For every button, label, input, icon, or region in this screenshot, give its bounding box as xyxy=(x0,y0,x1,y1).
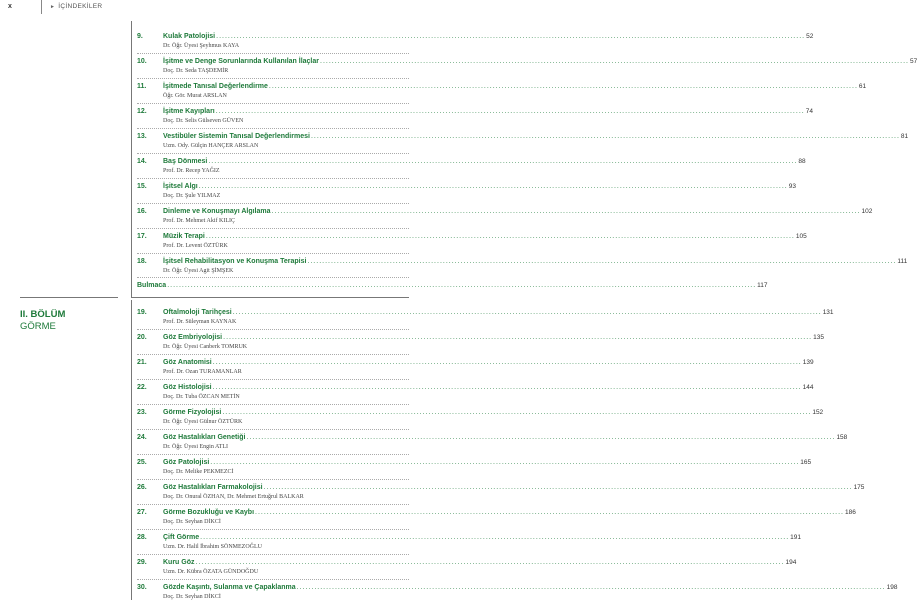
toc-entry[interactable] xyxy=(137,32,814,51)
column-divider-bottom xyxy=(131,300,132,600)
chapter-author: Uzm. Dr. Kübra ÖZATA GÜNDOĞDU xyxy=(163,569,259,575)
chapter-author: Prof. Dr. Levent ÖZTÜRK xyxy=(163,243,228,249)
entry-separator xyxy=(137,228,409,229)
page-number: x xyxy=(8,3,12,10)
dot-leader: ........................................................................................................................................................................................................ xyxy=(210,459,800,466)
page-reference: 135 xyxy=(813,334,824,341)
entry-separator xyxy=(137,153,409,154)
chapter-title: Göz Patolojisi xyxy=(163,459,210,466)
dot-leader: ........................................................................................................................................................................................................ xyxy=(198,183,788,190)
chapter-author: Doç. Dr. Seda TAŞDEMİR xyxy=(163,68,229,74)
chapter-title: Göz Histolojisi xyxy=(163,384,212,391)
toc-entry[interactable] xyxy=(137,583,898,602)
chapter-number: 15. xyxy=(137,183,147,190)
toc-entry-line xyxy=(137,433,848,443)
chapter-author: Dr. Öğr. Üyesi Engin ATLI xyxy=(163,444,228,450)
chapter-author: Prof. Dr. Mehmet Akif KILIÇ xyxy=(163,218,235,224)
entry-separator xyxy=(137,554,409,555)
toc-entry[interactable] xyxy=(137,132,909,151)
toc-entry-line xyxy=(137,107,813,117)
chapter-number: 30. xyxy=(137,584,147,591)
chapter-title: İşitme ve Denge Sorunlarında Kullanılan İlaçlar xyxy=(163,58,319,65)
entry-separator xyxy=(137,379,409,380)
page-reference: 57 xyxy=(909,58,917,65)
chapter-number: 21. xyxy=(137,359,147,366)
page-reference: 198 xyxy=(886,584,898,591)
toc-entry-line xyxy=(137,508,856,518)
toc-entry[interactable] xyxy=(137,433,848,452)
toc-entry[interactable] xyxy=(137,408,824,427)
toc-entry-line xyxy=(137,558,797,568)
entry-separator xyxy=(137,329,409,330)
chapter-title: Göz Hastalıkları Farmakolojisi xyxy=(163,484,263,491)
entry-separator xyxy=(137,529,409,530)
page-reference: 139 xyxy=(802,359,814,366)
header-title: İÇİNDEKİLER xyxy=(58,3,103,10)
toc-entry-line xyxy=(137,333,824,343)
chapter-title: Göz Anatomisi xyxy=(163,359,212,366)
page-reference: 158 xyxy=(836,434,848,441)
chapter-number: 9. xyxy=(137,33,143,40)
chapter-title: İşitsel Rehabilitasyon ve Konuşma Terapisi xyxy=(163,258,307,265)
dot-leader: ........................................................................................................................................................................................................ xyxy=(212,359,802,366)
chapter-author: Doç. Dr. Melike PEKMEZCİ xyxy=(163,469,234,475)
arrow-icon: ► xyxy=(50,4,56,10)
dot-leader: ........................................................................................................................................................................................................ xyxy=(255,509,844,516)
chapter-title: Kuru Göz xyxy=(163,559,195,566)
toc-entry[interactable] xyxy=(137,483,865,502)
chapter-author: Uzm. Dr. Halil İbrahim SÖNMEZOĞLU xyxy=(163,544,262,550)
chapter-number: 26. xyxy=(137,484,147,491)
entry-separator xyxy=(137,103,409,104)
page-reference: 102 xyxy=(861,208,873,215)
page-reference: 117 xyxy=(757,282,768,289)
dot-leader: ........................................................................................................................................................................................................ xyxy=(263,484,853,491)
page-reference: 175 xyxy=(853,484,865,491)
chapter-title: Baş Dönmesi xyxy=(163,158,208,165)
toc-entry-line xyxy=(137,207,873,217)
toc-entry-line xyxy=(137,281,768,291)
toc-entry[interactable] xyxy=(137,182,796,201)
section-heading xyxy=(20,309,65,333)
chapter-number: 19. xyxy=(137,309,147,316)
chapter-author: Doç. Dr. Onural ÖZHAN, Dr. Mehmet Ertuğrul BALKAR xyxy=(163,494,304,500)
dot-leader: ........................................................................................................................................................................................................ xyxy=(222,409,812,416)
dot-leader: ........................................................................................................................................................................................................ xyxy=(200,534,790,541)
toc-entry-line xyxy=(137,358,814,368)
dot-leader: ........................................................................................................................................................................................................ xyxy=(307,258,897,265)
chapter-author: Prof. Dr. Süleyman KAYNAK xyxy=(163,319,237,325)
chapter-author: Prof. Dr. Ozan TURAMANLAR xyxy=(163,369,242,375)
chapter-number: 18. xyxy=(137,258,147,265)
page-reference: 52 xyxy=(806,33,814,40)
dot-leader: ........................................................................................................................................................................................................ xyxy=(246,434,836,441)
entry-separator xyxy=(137,479,409,480)
toc-entry-line xyxy=(137,232,807,242)
chapter-author: Uzm. Ody. Gülçin HANÇER ARSLAN xyxy=(163,143,259,149)
chapter-author: Dr. Öğr. Üyesi Canberk TOMRUK xyxy=(163,344,248,350)
chapter-author: Öğr. Gör. Murat ARSLAN xyxy=(163,93,227,99)
entry-separator xyxy=(137,178,409,179)
page-reference: 131 xyxy=(822,309,834,316)
dot-leader: ........................................................................................................................................................................................................ xyxy=(296,584,886,591)
entry-separator xyxy=(137,128,409,129)
chapter-title: Göz Hastalıkları Genetiği xyxy=(163,434,246,441)
toc-entry-line xyxy=(137,408,824,418)
entry-separator xyxy=(137,429,409,430)
chapter-author: Doç. Dr. Tuba ÖZCAN METİN xyxy=(163,394,240,400)
chapter-author: Dr. Öğr. Üyesi Gülnur ÖZTÜRK xyxy=(163,419,243,425)
chapter-author: Dr. Öğr. Üyesi Şeyhmus KAYA xyxy=(163,43,240,49)
toc-entry-line xyxy=(137,308,834,318)
chapter-title: İşitme Kayıpları xyxy=(163,108,215,115)
page-reference: 88 xyxy=(798,158,806,165)
toc-entry[interactable] xyxy=(137,533,801,552)
entry-separator xyxy=(137,277,409,278)
dot-leader: ........................................................................................................................................................................................................ xyxy=(310,133,900,140)
chapter-number: 17. xyxy=(137,233,147,240)
toc-entry[interactable] xyxy=(137,157,806,176)
toc-entry[interactable] xyxy=(137,508,856,527)
toc-entry[interactable] xyxy=(137,281,768,291)
page-reference: 111 xyxy=(897,258,908,265)
page-reference: 93 xyxy=(788,183,796,190)
entry-separator xyxy=(137,53,409,54)
chapter-number: 20. xyxy=(137,334,147,341)
dot-leader: ........................................................................................................................................................................................................ xyxy=(208,158,798,165)
page-reference: 74 xyxy=(805,108,813,115)
page-reference: 152 xyxy=(812,409,824,416)
dot-leader: ........................................................................................................................................................................................................ xyxy=(232,309,822,316)
page-reference: 81 xyxy=(900,133,909,140)
chapter-title: Görme Fizyolojisi xyxy=(163,409,222,416)
chapter-title: Kulak Patolojisi xyxy=(163,33,216,40)
toc-entry-line xyxy=(137,182,796,192)
toc-entry-line xyxy=(137,383,814,393)
chapter-number: 13. xyxy=(137,133,147,140)
toc-entry-line xyxy=(137,257,908,267)
toc-entry-line xyxy=(137,458,812,468)
entry-separator xyxy=(137,78,409,79)
toc-entry[interactable] xyxy=(137,82,867,101)
dot-leader: ........................................................................................................................................................................................................ xyxy=(215,108,805,115)
toc-entry[interactable] xyxy=(137,558,797,577)
entry-separator xyxy=(137,504,409,505)
chapter-number: 27. xyxy=(137,509,147,516)
page-reference: 105 xyxy=(795,233,807,240)
chapter-title: İşitmede Tanısal Değerlendirme xyxy=(163,83,268,90)
toc-entry-line xyxy=(137,132,909,142)
page-reference: 186 xyxy=(845,509,856,516)
entry-separator xyxy=(137,253,409,254)
chapter-title: Bulmaca xyxy=(137,282,167,289)
chapter-author: Doç. Dr. Şule YILMAZ xyxy=(163,193,221,199)
entry-separator xyxy=(137,354,409,355)
entry-separator xyxy=(137,579,409,580)
chapter-author: Dr. Öğr. Üyesi Agit ŞİMŞEK xyxy=(163,268,234,274)
page-reference: 144 xyxy=(802,384,814,391)
chapter-number: 22. xyxy=(137,384,147,391)
chapter-number: 14. xyxy=(137,158,147,165)
chapter-author: Doç. Dr. Seyhan DİKCİ xyxy=(163,594,221,600)
page-reference: 194 xyxy=(785,559,797,566)
chapter-title: Gözde Kaşıntı, Sulanma ve Çapaklanma xyxy=(163,584,296,591)
chapter-author: Doç. Dr. Selis Gülseven GÜVEN xyxy=(163,118,244,124)
toc-entry[interactable] xyxy=(137,458,812,477)
chapter-author: Doç. Dr. Seyhan DİKCİ xyxy=(163,519,221,525)
chapter-title: Müzik Terapi xyxy=(163,233,205,240)
page-reference: 165 xyxy=(800,459,812,466)
toc-entry[interactable] xyxy=(137,333,824,352)
toc-entry-line xyxy=(137,583,898,593)
toc-entry-line xyxy=(137,57,917,67)
section-name: GÖRME xyxy=(20,321,56,332)
chapter-title: Dinleme ve Konuşmayı Algılama xyxy=(163,208,271,215)
chapter-number: 28. xyxy=(137,534,147,541)
toc-entry-line xyxy=(137,533,801,543)
page-reference: 61 xyxy=(858,83,867,90)
toc-entry[interactable] xyxy=(137,358,814,377)
chapter-number: 10. xyxy=(137,58,147,65)
dot-leader: ........................................................................................................................................................................................................ xyxy=(271,208,861,215)
chapter-number: 24. xyxy=(137,434,147,441)
chapter-number: 25. xyxy=(137,459,147,466)
toc-entry-line xyxy=(137,157,806,167)
toc-entry[interactable] xyxy=(137,308,834,327)
chapter-title: Çift Görme xyxy=(163,534,200,541)
toc-entry[interactable] xyxy=(137,207,873,226)
chapter-number: 23. xyxy=(137,409,147,416)
chapter-title: Göz Embriyolojisi xyxy=(163,334,223,341)
dot-leader: ........................................................................................................................................................................................................ xyxy=(320,58,909,65)
toc-entry-line xyxy=(137,82,867,92)
chapter-number: 29. xyxy=(137,559,147,566)
entry-separator xyxy=(137,203,409,204)
running-header xyxy=(50,3,102,10)
section-divider-right xyxy=(131,297,409,298)
toc-entry[interactable] xyxy=(137,232,807,251)
chapter-title: İşitsel Algı xyxy=(163,183,198,190)
dot-leader: ........................................................................................................................................................................................................ xyxy=(167,282,757,289)
dot-leader: ........................................................................................................................................................................................................ xyxy=(212,384,802,391)
entry-separator xyxy=(137,404,409,405)
column-divider-top xyxy=(131,21,132,297)
toc-entry[interactable] xyxy=(137,107,813,126)
toc-entry-line xyxy=(137,483,865,493)
chapter-title: Vestibüler Sistemin Tanısal Değerlendirmesi xyxy=(163,133,310,140)
entry-separator xyxy=(137,454,409,455)
dot-leader: ........................................................................................................................................................................................................ xyxy=(216,33,806,40)
dot-leader: ........................................................................................................................................................................................................ xyxy=(195,559,785,566)
chapter-number: 11. xyxy=(137,83,147,90)
dot-leader: ........................................................................................................................................................................................................ xyxy=(205,233,795,240)
toc-entry[interactable] xyxy=(137,257,908,276)
chapter-author: Prof. Dr. Recep YAĞIZ xyxy=(163,168,220,174)
chapter-title: Oftalmoloji Tarihçesi xyxy=(163,309,232,316)
dot-leader: ........................................................................................................................................................................................................ xyxy=(268,83,858,90)
chapter-title: Görme Bozukluğu ve Kaybı xyxy=(163,509,255,516)
toc-entry-line xyxy=(137,32,814,42)
chapter-number: 16. xyxy=(137,208,147,215)
chapter-number: 12. xyxy=(137,108,147,115)
section-label: II. BÖLÜM xyxy=(20,309,66,320)
header-divider xyxy=(41,0,42,14)
section-divider-left xyxy=(20,297,118,298)
toc-entry[interactable] xyxy=(137,57,917,76)
dot-leader: ........................................................................................................................................................................................................ xyxy=(223,334,813,341)
toc-entry[interactable] xyxy=(137,383,814,402)
page-reference: 191 xyxy=(790,534,801,541)
